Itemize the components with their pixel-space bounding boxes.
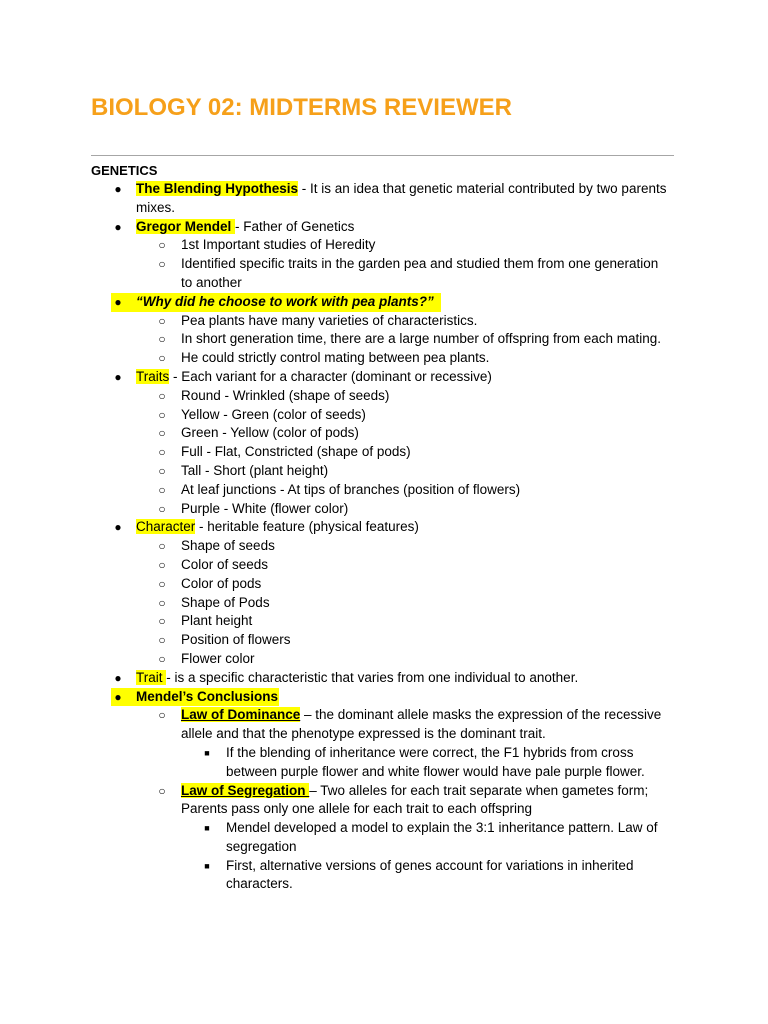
list-item (0, 500, 768, 519)
sub-item-text: First, alternative versions of genes account for variations in inherited (226, 857, 634, 873)
list-item (0, 368, 768, 387)
bullet-icon: ● (114, 689, 122, 704)
document-title: BIOLOGY 02: MIDTERMS REVIEWER (91, 94, 512, 121)
list-item (0, 481, 768, 500)
list-item (0, 424, 768, 443)
bullet-icon: ● (114, 369, 122, 384)
square-bullet-icon: ■ (204, 823, 210, 834)
list-item (0, 556, 768, 575)
circle-bullet-icon: ○ (158, 614, 166, 629)
list-item (0, 330, 768, 349)
sub-item-text: segregation (226, 838, 297, 854)
circle-bullet-icon: ○ (158, 332, 166, 347)
list-item (0, 706, 768, 725)
bullet-icon: ● (114, 294, 122, 309)
list-item (0, 349, 768, 368)
list-item (0, 650, 768, 669)
list-item (0, 387, 768, 406)
circle-bullet-icon: ○ (158, 313, 166, 328)
circle-bullet-icon: ○ (158, 576, 166, 591)
term-law-of-segregation: Law of Segregation (181, 782, 310, 798)
term-definition: - Father of Genetics (235, 218, 355, 234)
term-mendels-conclusions: Mendel’s Conclusions (136, 688, 279, 704)
list-item (0, 462, 768, 481)
horizontal-rule (91, 155, 674, 156)
list-item (0, 406, 768, 425)
sub-item-text: Green - Yellow (color of pods) (181, 425, 359, 441)
sub-item-text: Tall - Short (plant height) (181, 462, 329, 478)
list-item-continuation (0, 800, 768, 819)
list-item (0, 255, 768, 274)
circle-bullet-icon: ○ (158, 257, 166, 272)
term-law-of-dominance: Law of Dominance (181, 707, 301, 723)
list-item (0, 631, 768, 650)
circle-bullet-icon: ○ (158, 388, 166, 403)
term-definition: - is a specific characteristic that varies from one individual to another. (166, 669, 579, 685)
term-definition: – Two alleles for each trait separate when gametes form; (309, 782, 649, 798)
sub-item-text: Plant height (181, 613, 253, 629)
sub-item-text: between purple flower and white flower would have pale purple flower. (226, 763, 645, 779)
list-item (0, 669, 768, 688)
section-heading: GENETICS (91, 163, 158, 178)
sub-item-text: Pea plants have many varieties of characteristics. (181, 312, 478, 328)
list-item (0, 180, 768, 199)
circle-bullet-icon: ○ (158, 501, 166, 516)
list-item-continuation (0, 199, 768, 218)
sub-item-text: Color of seeds (181, 556, 269, 572)
list-item (0, 575, 768, 594)
list-item-continuation (0, 763, 768, 782)
sub-item-text: At leaf junctions - At tips of branches (position of flowers) (181, 481, 521, 497)
sub-item-text: Shape of Pods (181, 594, 270, 610)
square-bullet-icon: ■ (204, 747, 210, 758)
bullet-icon: ● (114, 219, 122, 234)
bullet-icon: ● (114, 670, 122, 685)
term-definition: - Each variant for a character (dominant or recessive) (169, 368, 492, 384)
sub-item-text: Shape of seeds (181, 538, 275, 554)
sub-item-text: Full - Flat, Constricted (shape of pods) (181, 444, 411, 460)
sub-item-text: 1st Important studies of Heredity (181, 237, 376, 253)
circle-bullet-icon: ○ (158, 633, 166, 648)
term-definition: - heritable feature (physical features) (195, 519, 419, 535)
list-item (0, 537, 768, 556)
term-traits: Traits (136, 368, 170, 384)
circle-bullet-icon: ○ (158, 463, 166, 478)
list-item (0, 312, 768, 331)
list-item-continuation (0, 838, 768, 857)
sub-item-text: to another (181, 274, 242, 290)
list-item (0, 782, 768, 801)
square-bullet-icon: ■ (204, 860, 210, 871)
list-item-continuation (0, 274, 768, 293)
sub-item-text: Round - Wrinkled (shape of seeds) (181, 387, 390, 403)
circle-bullet-icon: ○ (158, 482, 166, 497)
list-item (0, 518, 768, 537)
sub-item-text: He could strictly control mating between pea plants. (181, 350, 490, 366)
notes-list (0, 180, 768, 894)
term-definition: – the dominant allele masks the expression of the recessive (300, 707, 662, 723)
term-gregor-mendel: Gregor Mendel (136, 218, 236, 234)
circle-bullet-icon: ○ (158, 708, 166, 723)
circle-bullet-icon: ○ (158, 426, 166, 441)
circle-bullet-icon: ○ (158, 539, 166, 554)
sub-item-text: Yellow - Green (color of seeds) (181, 406, 366, 422)
term-definition: allele and that the phenotype expressed is the dominant trait. (181, 726, 546, 742)
question-heading: “Why did he choose to work with pea plants?” (136, 293, 434, 309)
list-item (0, 594, 768, 613)
term-blending-hypothesis: The Blending Hypothesis (136, 181, 299, 196)
term-definition: - It is an idea that genetic material contributed by two parents (298, 181, 667, 196)
circle-bullet-icon: ○ (158, 351, 166, 366)
list-item (0, 443, 768, 462)
list-item-continuation (0, 725, 768, 744)
list-item (0, 218, 768, 237)
circle-bullet-icon: ○ (158, 557, 166, 572)
sub-item-text: In short generation time, there are a large number of offspring from each mating. (181, 331, 662, 347)
term-character: Character (136, 519, 196, 535)
list-item (0, 857, 768, 876)
sub-item-text: characters. (226, 876, 293, 892)
list-item-continuation (0, 875, 768, 894)
bullet-icon: ● (114, 182, 122, 196)
circle-bullet-icon: ○ (158, 783, 166, 798)
sub-item-text: Position of flowers (181, 632, 291, 648)
list-item (0, 744, 768, 763)
circle-bullet-icon: ○ (158, 445, 166, 460)
sub-item-text: Color of pods (181, 575, 262, 591)
circle-bullet-icon: ○ (158, 238, 166, 253)
list-item (0, 236, 768, 255)
sub-item-text: Flower color (181, 650, 255, 666)
term-definition: Parents pass only one allele for each trait to each offspring (181, 801, 532, 817)
sub-item-text: Purple - White (flower color) (181, 500, 349, 516)
sub-item-text: Mendel developed a model to explain the 3:1 inheritance pattern. Law of (226, 820, 658, 836)
circle-bullet-icon: ○ (158, 595, 166, 610)
bullet-icon: ● (114, 520, 122, 535)
circle-bullet-icon: ○ (158, 407, 166, 422)
list-item (0, 612, 768, 631)
term-definition: mixes. (136, 199, 176, 215)
term-trait: Trait (136, 669, 167, 685)
list-item (0, 293, 768, 312)
sub-item-text: Identified specific traits in the garden pea and studied them from one generation (181, 256, 659, 272)
list-item (0, 688, 768, 707)
sub-item-text: If the blending of inheritance were correct, the F1 hybrids from cross (226, 744, 634, 760)
circle-bullet-icon: ○ (158, 651, 166, 666)
list-item (0, 819, 768, 838)
